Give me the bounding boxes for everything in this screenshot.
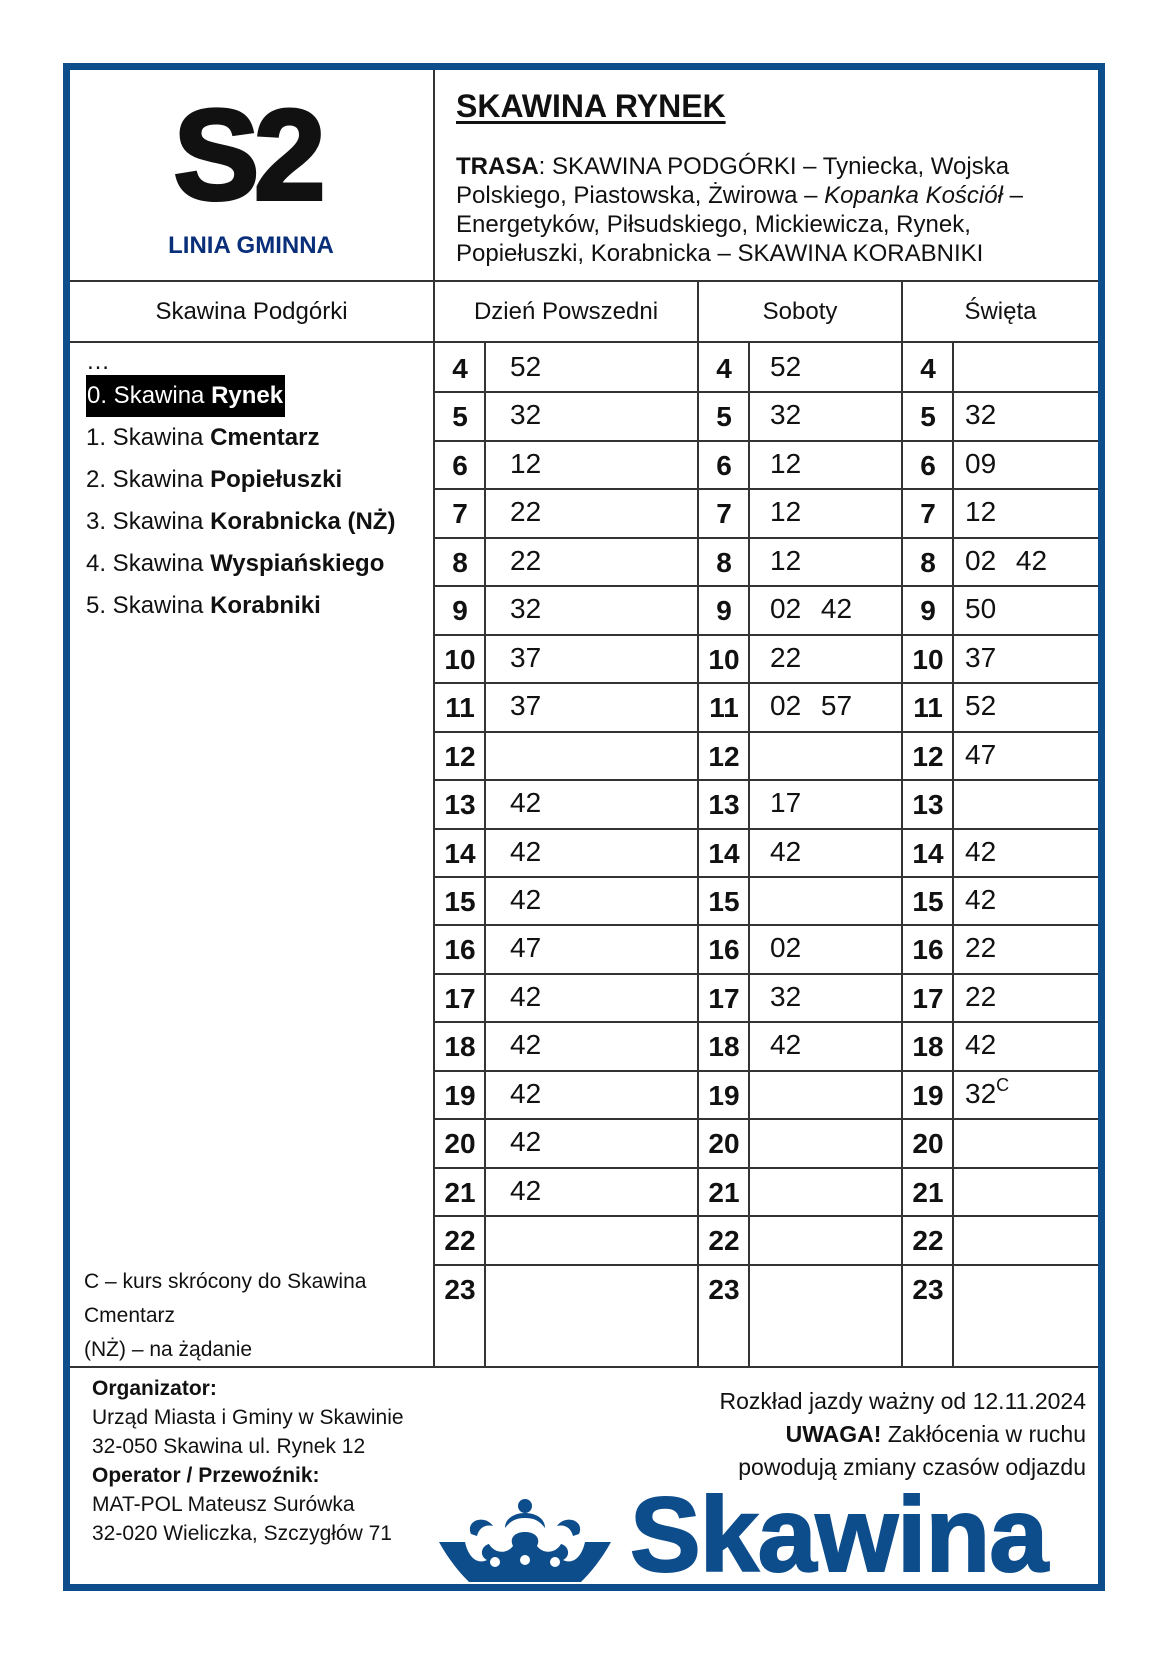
minutes-cell: 37 <box>965 642 997 673</box>
stop-prefix: 4. Skawina <box>86 550 211 577</box>
hour-cell: 6 <box>452 450 468 481</box>
minutes-cell: 42 <box>770 1029 802 1060</box>
minutes-cell: 22 <box>770 642 802 673</box>
route-code: S2 <box>173 84 321 227</box>
stop-name: Korabniki <box>210 592 321 619</box>
hour-cell: 4 <box>716 353 732 384</box>
minutes-cell: 42 <box>510 1175 542 1206</box>
hour-cell: 23 <box>708 1274 740 1305</box>
hour-cell: 8 <box>452 547 468 578</box>
hour-cell: 18 <box>708 1031 740 1062</box>
hour-cell: 20 <box>912 1128 944 1159</box>
hour-cell: 5 <box>452 401 468 432</box>
stop-name: Popiełuszki <box>210 466 343 493</box>
hour-cell: 5 <box>716 401 732 432</box>
hour-cell: 9 <box>716 595 732 626</box>
minutes-cell: 09 <box>965 448 997 479</box>
stop-prefix: 5. Skawina <box>86 592 211 619</box>
minutes-cell: 42 <box>510 1029 542 1060</box>
footnote-mark: C <box>996 1075 1010 1095</box>
hour-cell: 20 <box>708 1128 740 1159</box>
row-divider <box>435 391 1098 393</box>
hour-cell: 19 <box>444 1080 476 1111</box>
minutes-cell: 02 <box>770 932 802 963</box>
route-text-italic: Kopanka Kościół <box>824 182 1003 209</box>
row-divider <box>435 537 1098 539</box>
stop-prefix: 2. Skawina <box>86 466 211 493</box>
row-divider <box>435 634 1098 636</box>
minutes-cell: 12 <box>770 545 802 576</box>
route-text-part2: – Energetyków, Piłsudskiego, Mickiewicza, Rynek, Popiełuszki, Korabnicka – SKAWINA KORABNIKI <box>456 182 1023 267</box>
hour-cell: 7 <box>452 498 468 529</box>
minutes-cell: 32 <box>510 593 542 624</box>
logo-text: Skawina <box>630 1476 1048 1594</box>
minutes-cell: 22 <box>510 496 542 527</box>
hour-cell: 4 <box>452 353 468 384</box>
minutes-cell: 22 <box>965 932 997 963</box>
row-divider <box>435 440 1098 442</box>
hour-cell: 16 <box>708 934 740 965</box>
hour-cell: 10 <box>708 644 740 675</box>
minutes-cell: 42 <box>510 836 542 867</box>
validity-notice <box>719 1385 1086 1484</box>
hour-cell: 14 <box>444 838 476 869</box>
hour-cell: 15 <box>444 886 476 917</box>
row-divider <box>435 1167 1098 1169</box>
hour-cell: 8 <box>920 547 936 578</box>
warning-line <box>719 1418 1086 1451</box>
warning-line-2: powodują zmiany czasów odjazdu <box>738 1454 1086 1480</box>
hour-cell: 21 <box>444 1177 476 1208</box>
hour-cell: 13 <box>444 789 476 820</box>
minutes-cell: 52 <box>510 351 542 382</box>
minutes-cell: 42 <box>510 981 542 1012</box>
hour-cell: 17 <box>708 983 740 1014</box>
hour-cell: 22 <box>912 1225 944 1256</box>
minutes-cell: 42 <box>510 1078 542 1109</box>
minutes-cell: 12 <box>770 496 802 527</box>
hour-cell: 15 <box>708 886 740 917</box>
minutes-cell: 12 <box>965 496 997 527</box>
minutes-cell: 42 <box>510 787 542 818</box>
saturday-header: Soboty <box>762 297 838 325</box>
minutes-cell: 12 <box>770 448 802 479</box>
row-divider <box>435 1021 1098 1023</box>
row-divider <box>435 779 1098 781</box>
organizer-line: Urząd Miasta i Gminy w Skawinie <box>92 1406 404 1429</box>
minutes-cell: 22 <box>965 981 997 1012</box>
hour-cell: 21 <box>708 1177 740 1208</box>
organizer-label: Organizator: <box>92 1377 217 1400</box>
minutes-cell: 32 <box>770 981 802 1012</box>
skawina-logo <box>435 1476 1115 1597</box>
warning-text: Zakłócenia w ruchu <box>881 1421 1086 1447</box>
row-divider <box>435 876 1098 878</box>
stop-name: Wyspiańskiego <box>210 550 385 577</box>
hour-cell: 6 <box>716 450 732 481</box>
hour-cell: 17 <box>912 983 944 1014</box>
hour-cell: 5 <box>920 401 936 432</box>
hour-cell: 10 <box>912 644 944 675</box>
hour-cell: 22 <box>444 1225 476 1256</box>
minutes-cell: 32 <box>965 399 997 430</box>
hour-cell: 15 <box>912 886 944 917</box>
minutes-cell: 52 <box>965 690 997 721</box>
minutes-cell: 42 <box>965 1029 997 1060</box>
minutes-cell: 42 <box>510 1126 542 1157</box>
valid-from: Rozkład jazdy ważny od 12.11.2024 <box>719 1388 1086 1414</box>
hour-cell: 14 <box>912 838 944 869</box>
minutes-cell: 42 <box>770 836 802 867</box>
row-divider <box>435 1215 1098 1217</box>
minutes-cell: 32 <box>510 399 542 430</box>
hour-cell: 12 <box>444 741 476 772</box>
row-divider <box>435 973 1098 975</box>
minutes-cell: 47 <box>510 932 542 963</box>
stop-name: Korabnicka (NŻ) <box>210 508 396 535</box>
minutes-cell: 52 <box>770 351 802 382</box>
hour-cell: 18 <box>912 1031 944 1062</box>
weekday-header: Dzień Powszedni <box>473 297 659 325</box>
organizer-info <box>92 1374 404 1548</box>
hour-cell: 14 <box>708 838 740 869</box>
row-divider <box>435 1070 1098 1072</box>
hour-cell: 20 <box>444 1128 476 1159</box>
direction-header: Skawina Podgórki <box>155 297 348 325</box>
route-label: TRASA <box>456 153 539 180</box>
hour-cell: 6 <box>920 450 936 481</box>
minutes-cell: 42 <box>510 884 542 915</box>
row-divider <box>435 1118 1098 1120</box>
hour-cell: 16 <box>912 934 944 965</box>
minutes-cell: 42 <box>965 884 997 915</box>
stop-prefix: 3. Skawina <box>86 508 211 535</box>
row-divider <box>435 731 1098 733</box>
hour-cell: 9 <box>452 595 468 626</box>
minutes-cell: 02 42 <box>965 545 1048 576</box>
minutes-cell: 17 <box>770 787 802 818</box>
hour-cell: 23 <box>444 1274 476 1305</box>
legend-line: Cmentarz <box>84 1304 176 1327</box>
legend-line: (NŻ) – na żądanie <box>84 1338 253 1361</box>
hour-cell: 22 <box>708 1225 740 1256</box>
operator-line: 32-020 Wieliczka, Szczygłów 71 <box>92 1522 392 1545</box>
hour-cell: 7 <box>716 498 732 529</box>
minutes-cell: 37 <box>510 690 542 721</box>
row-divider <box>435 924 1098 926</box>
minutes-cell: 50 <box>965 593 997 624</box>
stop-prefix: 0. Skawina <box>87 382 212 409</box>
hour-cell: 23 <box>912 1274 944 1305</box>
row-divider <box>435 828 1098 830</box>
hour-cell: 18 <box>444 1031 476 1062</box>
route-text-part1: : SKAWINA PODGÓRKI – Tyniecka, Wojska Polskiego, Piastowska, Żwirowa – <box>456 153 1010 209</box>
hour-cell: 13 <box>912 789 944 820</box>
holiday-header: Święta <box>964 297 1037 325</box>
hour-cell: 13 <box>708 789 740 820</box>
minutes-cell: 02 42 <box>770 593 853 624</box>
hour-cell: 12 <box>708 741 740 772</box>
stop-name-heading: SKAWINA RYNEK <box>456 88 726 124</box>
hour-cell: 17 <box>444 983 476 1014</box>
legend-line: C – kurs skrócony do Skawina <box>84 1270 367 1293</box>
hour-cell: 9 <box>920 595 936 626</box>
line-type-label: LINIA GMINNA <box>168 232 334 259</box>
hour-cell: 21 <box>912 1177 944 1208</box>
crown-icon <box>435 1494 615 1586</box>
hour-cell: 16 <box>444 934 476 965</box>
operator-label: Operator / Przewoźnik: <box>92 1464 320 1487</box>
hour-cell: 7 <box>920 498 936 529</box>
row-divider <box>435 1264 1098 1266</box>
hour-cell: 8 <box>716 547 732 578</box>
minutes-cell: 32 <box>770 399 802 430</box>
row-divider <box>435 682 1098 684</box>
operator-line: MAT-POL Mateusz Surówka <box>92 1493 355 1516</box>
warning-label: UWAGA! <box>785 1421 882 1447</box>
stop-name: Rynek <box>211 382 284 409</box>
organizer-line: 32-050 Skawina ul. Rynek 12 <box>92 1435 366 1458</box>
minutes-cell: 42 <box>965 836 997 867</box>
hour-cell: 12 <box>912 741 944 772</box>
stop-name: Cmentarz <box>210 424 320 451</box>
hour-cell: 11 <box>709 692 739 723</box>
hour-cell: 19 <box>912 1080 944 1111</box>
minutes-cell: $32^C$ <box>965 1075 1010 1109</box>
row-divider <box>435 488 1098 490</box>
minutes-cell: 22 <box>510 545 542 576</box>
minutes-cell: 47 <box>965 739 997 770</box>
stop-list-ellipsis: … <box>86 348 110 375</box>
minutes-cell: 37 <box>510 642 542 673</box>
row-divider <box>435 585 1098 587</box>
hour-cell: 19 <box>708 1080 740 1111</box>
stop-prefix: 1. Skawina <box>86 424 211 451</box>
hour-cell: 11 <box>445 692 475 723</box>
minutes-cell: 12 <box>510 448 542 479</box>
hour-cell: 10 <box>444 644 476 675</box>
hour-cell: 4 <box>920 353 936 384</box>
minutes-cell: 02 57 <box>770 690 853 721</box>
hour-cell: 11 <box>913 692 943 723</box>
